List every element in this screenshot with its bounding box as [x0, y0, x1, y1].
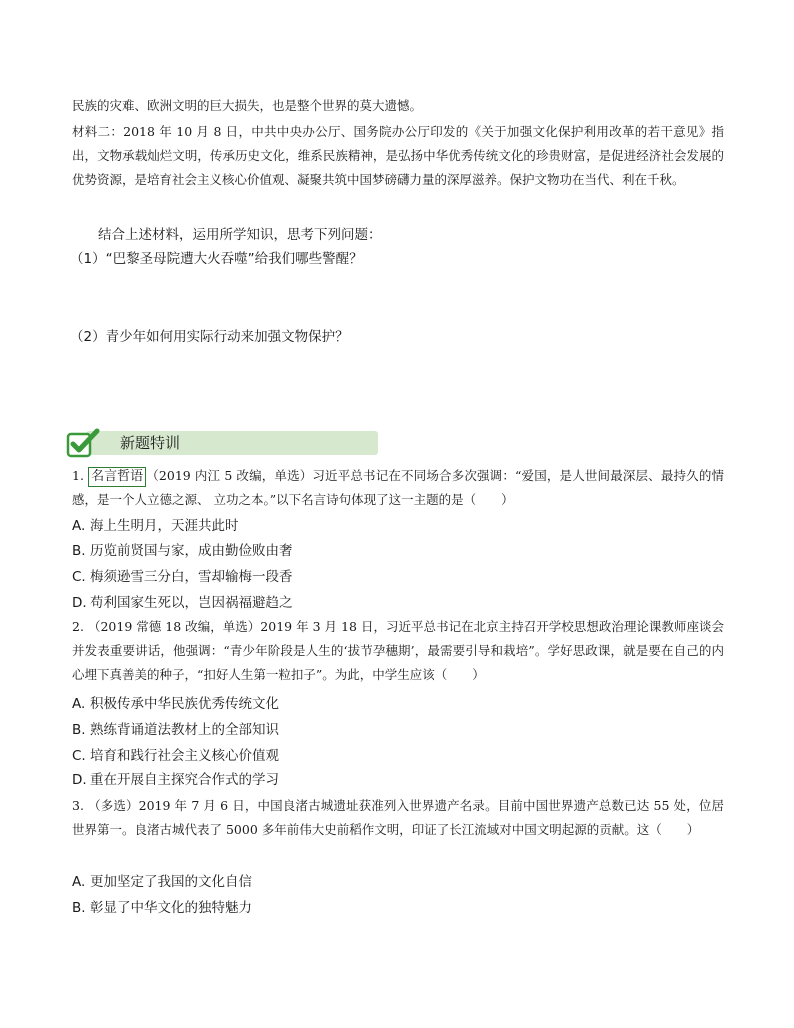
check-icon [66, 428, 100, 458]
question-3-option-a[interactable]: A. 更加坚定了我国的文化自信 [72, 874, 252, 890]
question-1-option-b[interactable]: B. 历览前贤国与家，成由勤俭败由奢 [72, 543, 293, 559]
question-3-number: 3. [72, 798, 84, 813]
question-1-number: 1. [72, 468, 84, 483]
question-2-option-b[interactable]: B. 熟练背诵道法教材上的全部知识 [72, 722, 279, 738]
question-1-stem [72, 464, 724, 512]
section-banner [66, 428, 378, 458]
question-1-option-c[interactable]: C. 梅须逊雪三分白，雪却输梅一段香 [72, 569, 293, 585]
question-3-option-b[interactable]: B. 彰显了中华文化的独特魅力 [72, 900, 252, 916]
section-title: 新题特训 [120, 434, 181, 452]
material-two-paragraph: 材料二：2018 年 10 月 8 日，中共中央办公厅、国务院办公厅印发的《关于加强文化保护利用改革的若干意见》指出，文物承载灿烂文明，传承历史文化，维系民族精神，是弘扬中华优秀传统文化的珍贵财富，是促进经济社会发展的优势资源，是培育社会主义核心价值观、凝聚共筑中国梦磅礴力量的深厚滋养。保护文物功在当代、利在千秋。 [72, 124, 724, 187]
question-1-option-a[interactable]: A. 海上生明月，天涯共此时 [72, 518, 239, 534]
question-2-option-a[interactable]: A. 积极传承中华民族优秀传统文化 [72, 696, 279, 712]
question-1-option-d[interactable]: D. 苟利国家生死以，岂因祸福避趋之 [72, 595, 293, 611]
question-2-option-d[interactable]: D. 重在开展自主探究合作式的学习 [72, 772, 279, 788]
question-2-stem [72, 615, 724, 687]
question-2-option-c[interactable]: C. 培育和践行社会主义核心价值观 [72, 748, 279, 764]
question-3-stem [72, 794, 724, 842]
question-2-text: （2019 常德 18 改编，单选）2019 年 3 月 18 日，习近平总书记在北京主持召开学校思想政治理论课教师座谈会并发表重要讲话，他强调：“青少年阶段是人生的‘拔节孕穗期’，最需要引导和栽培”。学好思政课，就是要在自己的内心埋下真善美的种子，“扣好人生第一粒扣子”。为此，中学生应该（ ） [72, 619, 724, 682]
question-2-number: 2. [72, 619, 84, 634]
question-3-text: （多选）2019 年 7 月 6 日，中国良渚古城遗址获准列入世界遗产名录。目前中国世界遗产总数已达 55 处，位居世界第一。良渚古城代表了 5000 多年前伟大史前稻作文明，印证了长江流域对中国文明起源的贡献。这（ ） [72, 798, 724, 837]
material-line-top: 民族的灾难、欧洲文明的巨大损失，也是整个世界的莫大遗憾。 [72, 98, 423, 113]
question-1-text: （2019 内江 5 改编，单选）习近平总书记在不同场合多次强调：“爱国，是人世间最深层、最持久的情感，是一个人立德之源、 立功之本。”以下名言诗句体现了这一主题的是（ ） [72, 468, 724, 507]
question-prompt: 结合上述材料，运用所学知识，思考下列问题： [98, 227, 382, 243]
question-1-tag: 名言哲语 [88, 467, 146, 487]
sub-question-1: （1）“巴黎圣母院遭大火吞噬”给我们哪些警醒？ [70, 251, 363, 267]
sub-question-2: （2）青少年如何用实际行动来加强文物保护？ [70, 329, 349, 345]
